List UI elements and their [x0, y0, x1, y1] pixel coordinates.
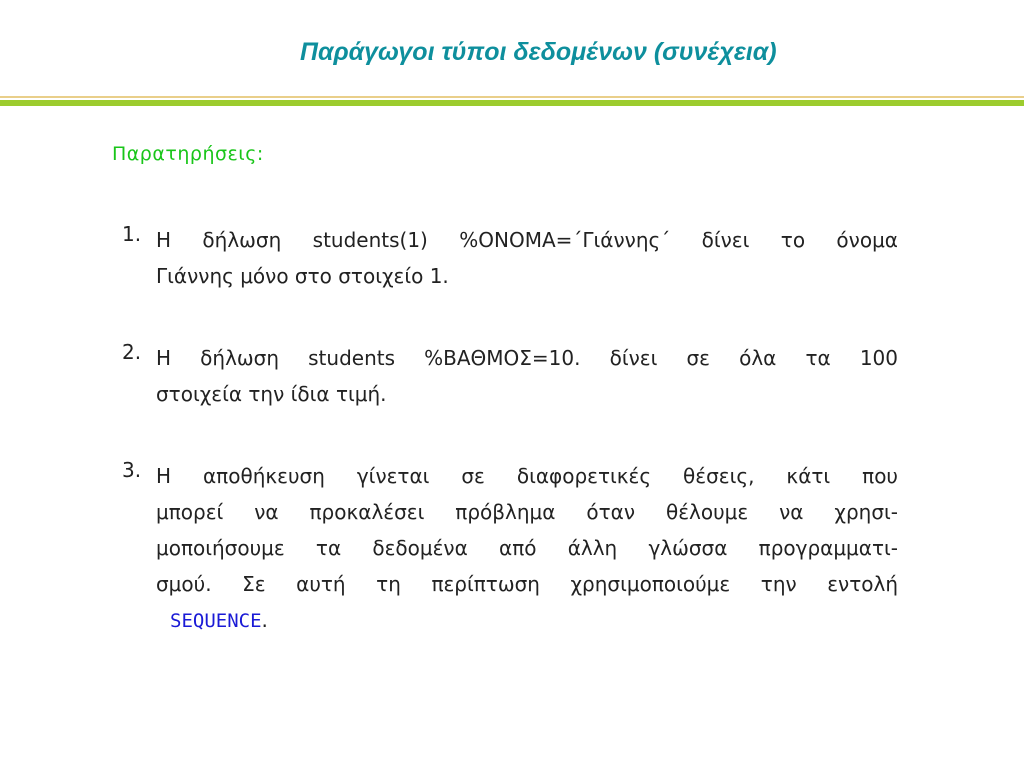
- list-item-line: [122, 602, 898, 638]
- list-item-line: στοιχεία την ίδια τιμή.: [156, 382, 387, 406]
- list-item-1: [122, 222, 898, 294]
- list-item-line: μπορεί να προκαλέσει πρόβλημα όταν θέλουμε να χρησι-: [156, 500, 898, 524]
- list-item-line: σμού. Σε αυτή τη περίπτωση χρησιμοποιούμε την εντολή: [156, 572, 898, 596]
- section-heading: Παρατηρήσεις:: [112, 143, 264, 165]
- list-item-line: μοποιήσουμε τα δεδομένα από άλλη γλώσσα προγραμματι-: [156, 536, 898, 560]
- list-item-2: [122, 340, 898, 412]
- list-item-line: Η δήλωση students %ΒΑΘΜΟΣ=10. δίνει σε όλα τα 100: [156, 346, 898, 370]
- slide-title: Παράγωγοι τύποι δεδομένων (συνέχεια): [300, 38, 777, 66]
- sequence-keyword: SEQUENCE: [170, 610, 262, 632]
- list-item-line: Η δήλωση students(1) %ONOMA=΄Γιάννης΄ δίνει το όνομα: [156, 228, 898, 252]
- keyword-suffix: .: [261, 608, 268, 632]
- list-item-line: Η αποθήκευση γίνεται σε διαφορετικές θέσεις, κάτι που: [156, 464, 898, 488]
- list-item-line: Γιάννης μόνο στο στοιχείο 1.: [156, 264, 449, 288]
- header-divider-thick: [0, 100, 1024, 106]
- list-item-number: 1.: [122, 222, 142, 246]
- list-item-3: [122, 458, 898, 638]
- header-divider-thin: [0, 96, 1024, 98]
- list-item-number: 2.: [122, 340, 142, 364]
- list-item-number: 3.: [122, 458, 142, 482]
